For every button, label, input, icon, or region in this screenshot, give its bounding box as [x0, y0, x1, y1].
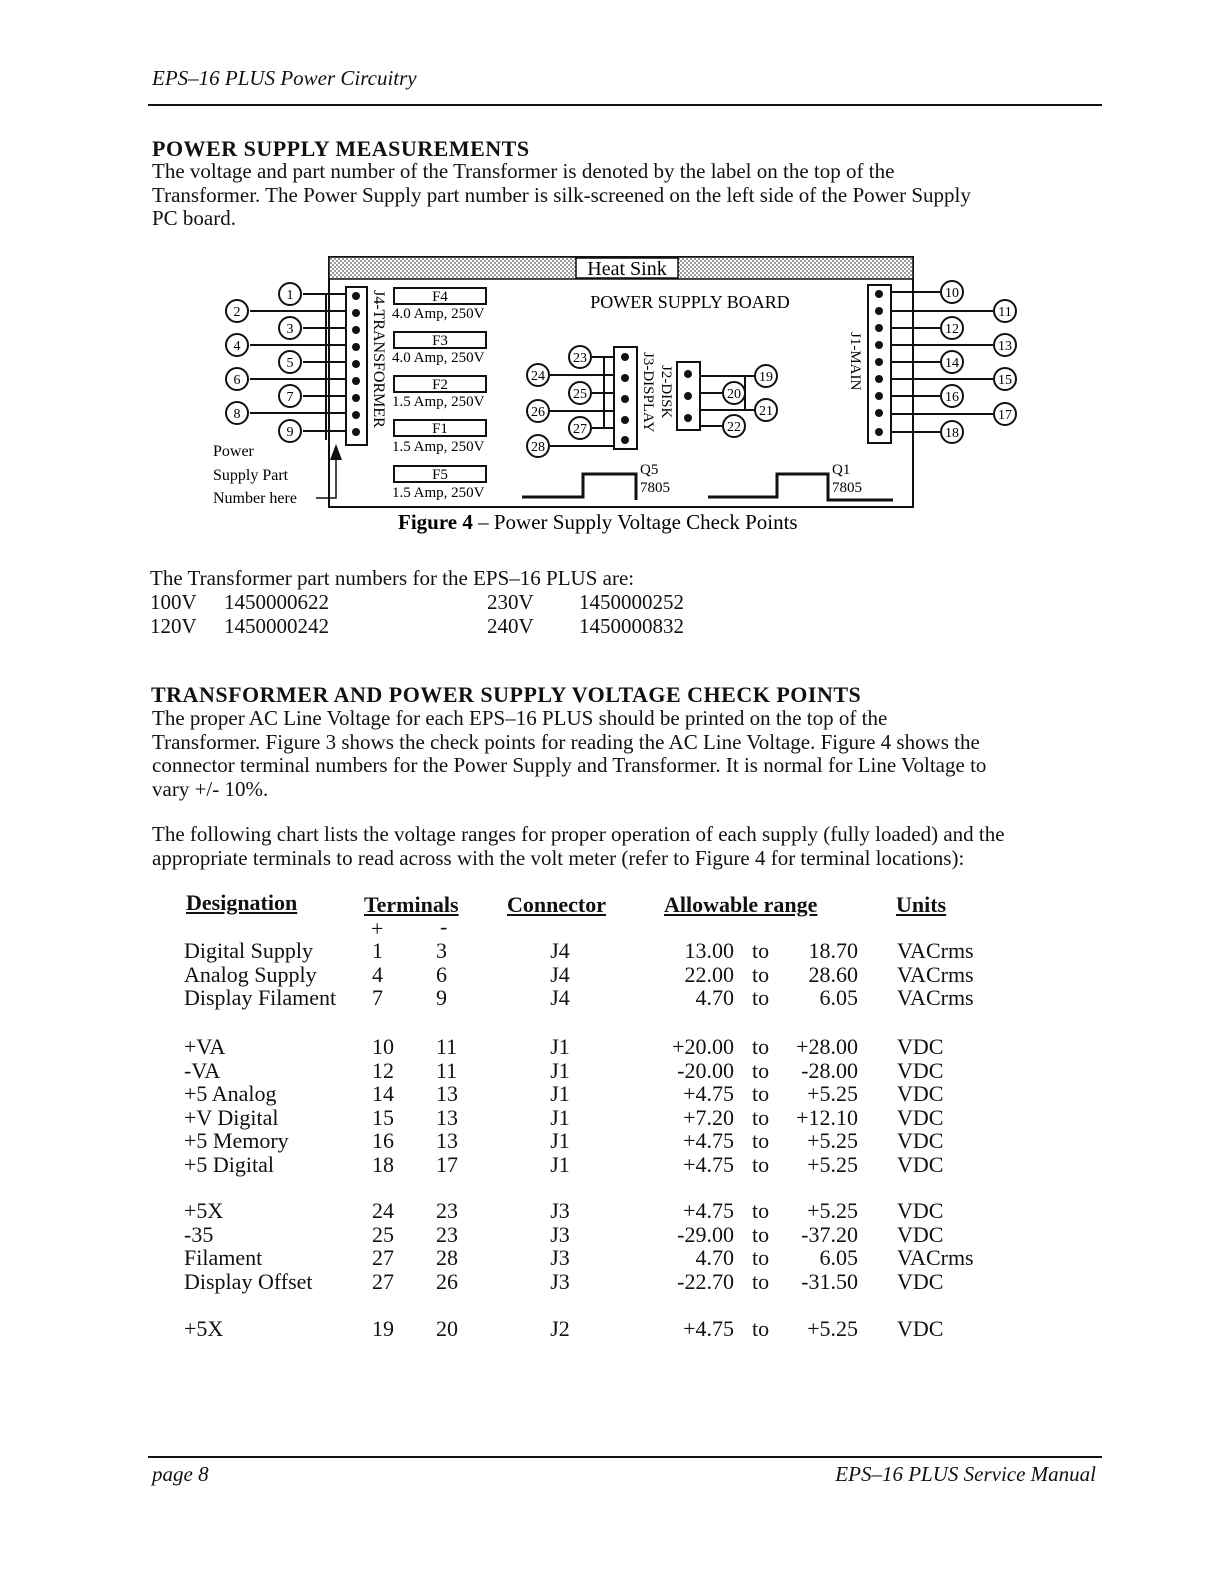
- terminal-plus-cell: 18: [372, 1151, 394, 1177]
- connector-cell: J3: [550, 1245, 570, 1270]
- section2-paragraph: [152, 707, 1122, 801]
- terminal-labels-right: [945, 286, 1012, 441]
- units-cell: VDC: [897, 1151, 944, 1177]
- svg-text:5: 5: [286, 356, 294, 371]
- svg-text:1: 1: [286, 288, 294, 303]
- designation-cell: +5X: [184, 1316, 224, 1341]
- terminal-minus-cell: 13: [436, 1081, 458, 1106]
- connector-cell: J2: [550, 1316, 570, 1341]
- units-cell: VDC: [897, 1104, 944, 1130]
- svg-text:3: 3: [286, 322, 294, 337]
- range-to-cell: to: [752, 1316, 770, 1341]
- designation-cell: Display Offset: [184, 1268, 313, 1294]
- range-max-cell: 6.05: [819, 985, 858, 1010]
- svg-text:20: 20: [727, 387, 741, 402]
- svg-text:13: 13: [998, 339, 1012, 354]
- range-max-cell: +12.10: [796, 1104, 858, 1130]
- svg-text:22: 22: [727, 420, 741, 435]
- connector-cell: J3: [550, 1268, 570, 1294]
- range-to-cell: to: [752, 1151, 770, 1177]
- text-line: Transformer. Figure 3 shows the check points for reading the AC Line Voltage. Figure 4 shows the: [152, 729, 980, 754]
- svg-text:Power: Power: [213, 443, 254, 460]
- designation-cell: -35: [184, 1221, 214, 1247]
- svg-text:2: 2: [233, 305, 241, 320]
- range-to-cell: to: [752, 1268, 770, 1294]
- svg-text:24: 24: [531, 369, 545, 384]
- terminal-plus-cell: 10: [372, 1034, 394, 1059]
- range-max-cell: +5.25: [807, 1316, 858, 1341]
- range-to-cell: to: [752, 1198, 770, 1223]
- svg-text:F2: F2: [432, 377, 448, 393]
- text-line: Transformer. The Power Supply part number is silk-screened on the left side of the Power Supply: [152, 182, 971, 207]
- transformer-voltage: 230V: [487, 590, 534, 614]
- range-min-cell: 22.00: [684, 961, 734, 987]
- units-cell: VDC: [897, 1128, 944, 1153]
- units-cell: VACrms: [897, 985, 974, 1010]
- svg-text:F4: F4: [432, 289, 448, 305]
- terminal-minus-cell: 13: [436, 1104, 458, 1130]
- connector-cell: J1: [550, 1081, 570, 1106]
- j4-pins: [352, 292, 360, 436]
- svg-text:F1: F1: [432, 421, 448, 437]
- regulator-q5: [522, 474, 636, 500]
- range-to-cell: to: [752, 1104, 770, 1130]
- text-line: appropriate terminals to read across with the volt meter (refer to Figure 4 for terminal locations):: [152, 845, 965, 870]
- range-to-cell: to: [752, 961, 770, 987]
- svg-text:6: 6: [233, 373, 241, 388]
- svg-text:12: 12: [945, 322, 959, 337]
- svg-text:F5: F5: [432, 467, 448, 483]
- connector-cell: J1: [550, 1128, 570, 1153]
- transformer-part-number: 1450000252: [579, 590, 684, 614]
- range-max-cell: +5.25: [807, 1198, 858, 1223]
- terminal-minus-cell: 17: [436, 1151, 458, 1177]
- svg-text:14: 14: [945, 356, 959, 371]
- figure-caption: Figure 4 – Power Supply Voltage Check Points: [398, 510, 798, 534]
- power-supply-diagram: [0, 0, 1224, 540]
- range-to-cell: to: [752, 1081, 770, 1106]
- text-line: vary +/- 10%.: [152, 776, 269, 801]
- svg-text:19: 19: [759, 370, 773, 385]
- transformer-part-number: 1450000832: [579, 614, 684, 638]
- svg-text:15: 15: [998, 373, 1012, 388]
- range-to-cell: to: [752, 985, 770, 1010]
- terminal-plus-cell: 24: [372, 1198, 394, 1223]
- designation-cell: +V Digital: [184, 1104, 279, 1130]
- designation-cell: +5 Analog: [184, 1081, 277, 1106]
- designation-cell: +5X: [184, 1198, 224, 1223]
- part-number-note: [213, 443, 297, 507]
- range-min-cell: +4.75: [683, 1128, 734, 1153]
- terminal-minus-cell: 23: [436, 1221, 458, 1247]
- designation-cell: -VA: [184, 1057, 221, 1083]
- svg-text:7: 7: [286, 390, 294, 405]
- terminal-plus-cell: 16: [372, 1128, 394, 1153]
- terminal-plus-cell: 27: [372, 1268, 394, 1294]
- transformer-part-number: 1450000622: [224, 590, 329, 614]
- svg-text:17: 17: [998, 408, 1012, 423]
- terminal-plus-cell: 25: [372, 1221, 394, 1247]
- terminal-plus-cell: 1: [372, 938, 383, 963]
- regulator-q1: [708, 474, 893, 500]
- designation-cell: +VA: [184, 1034, 226, 1059]
- terminal-plus-cell: 27: [372, 1245, 394, 1270]
- text-line: The voltage and part number of the Transformer is denoted by the label on the top of the: [152, 159, 895, 183]
- range-min-cell: -29.00: [677, 1221, 734, 1247]
- transformer-intro: The Transformer part numbers for the EPS–16 PLUS are:: [150, 566, 635, 590]
- designation-cell: Digital Supply: [184, 938, 313, 963]
- terminal-plus-cell: 15: [372, 1104, 394, 1130]
- connector-cell: J3: [550, 1221, 570, 1247]
- connector-cell: J3: [550, 1198, 570, 1223]
- range-min-cell: 4.70: [695, 985, 734, 1010]
- svg-text:7805: 7805: [640, 480, 670, 496]
- range-to-cell: to: [752, 938, 770, 963]
- svg-text:27: 27: [573, 422, 587, 437]
- units-cell: VACrms: [897, 938, 974, 963]
- board-label: POWER SUPPLY BOARD: [590, 292, 790, 312]
- units-cell: VDC: [897, 1034, 944, 1059]
- units-cell: VDC: [897, 1198, 944, 1223]
- text-line: connector terminal numbers for the Power Supply and Transformer. It is normal for Line Voltage to: [152, 753, 987, 777]
- terminal-plus-cell: 4: [372, 961, 383, 987]
- plus-sign: +: [371, 916, 384, 941]
- j1-pins: [875, 290, 883, 436]
- svg-text:18: 18: [945, 426, 959, 441]
- column-header-units: Units: [896, 892, 947, 917]
- connector-cell: J1: [550, 1151, 570, 1177]
- svg-text:4: 4: [233, 339, 241, 354]
- svg-text:26: 26: [531, 405, 545, 420]
- chart-intro-paragraph: [152, 823, 1122, 870]
- units-cell: VDC: [897, 1221, 944, 1247]
- range-min-cell: -22.70: [677, 1268, 734, 1294]
- terminal-plus-cell: 19: [372, 1316, 394, 1341]
- j1-label: J1-MAIN: [847, 332, 863, 391]
- section-heading-check-points: TRANSFORMER AND POWER SUPPLY VOLTAGE CHECK POINTS: [151, 682, 862, 707]
- range-max-cell: +28.00: [796, 1034, 858, 1059]
- range-min-cell: +4.75: [683, 1151, 734, 1177]
- svg-text:9: 9: [286, 425, 294, 440]
- manual-title: EPS–16 PLUS Service Manual: [835, 1462, 1096, 1486]
- svg-text:7805: 7805: [832, 480, 862, 496]
- range-max-cell: -28.00: [801, 1057, 858, 1083]
- connector-cell: J1: [550, 1057, 570, 1083]
- svg-text:Q5: Q5: [640, 462, 659, 478]
- range-max-cell: +5.25: [807, 1128, 858, 1153]
- range-min-cell: +4.75: [683, 1081, 734, 1106]
- units-cell: VDC: [897, 1057, 944, 1083]
- units-cell: VDC: [897, 1268, 944, 1294]
- range-max-cell: 6.05: [819, 1245, 858, 1270]
- j3-pins: [621, 353, 629, 444]
- units-cell: VDC: [897, 1081, 944, 1106]
- heat-sink-label: Heat Sink: [587, 258, 667, 280]
- units-cell: VDC: [897, 1316, 944, 1341]
- range-min-cell: 13.00: [684, 938, 734, 963]
- units-cell: VACrms: [897, 1245, 974, 1270]
- transformer-voltage: 100V: [150, 590, 197, 614]
- connector-cell: J4: [550, 985, 570, 1010]
- terminal-plus-cell: 14: [372, 1081, 394, 1106]
- svg-text:23: 23: [573, 351, 587, 366]
- column-header-terminals: Terminals: [364, 892, 459, 917]
- range-min-cell: +4.75: [683, 1198, 734, 1223]
- range-to-cell: to: [752, 1034, 770, 1059]
- range-max-cell: 28.60: [808, 961, 858, 987]
- svg-text:10: 10: [945, 286, 959, 301]
- minus-sign: -: [440, 914, 448, 939]
- running-header: EPS–16 PLUS Power Circuitry: [152, 66, 417, 90]
- terminal-minus-cell: 20: [436, 1316, 458, 1341]
- svg-text:1.5 Amp, 250V: 1.5 Amp, 250V: [392, 485, 485, 501]
- svg-text:1.5 Amp, 250V: 1.5 Amp, 250V: [392, 439, 485, 455]
- range-to-cell: to: [752, 1221, 770, 1247]
- range-to-cell: to: [752, 1245, 770, 1270]
- terminal-minus-cell: 3: [436, 938, 447, 963]
- units-cell: VACrms: [897, 961, 974, 987]
- svg-text:8: 8: [233, 407, 241, 422]
- svg-text:Q1: Q1: [832, 462, 851, 478]
- range-max-cell: +5.25: [807, 1081, 858, 1106]
- terminal-minus-cell: 6: [436, 961, 447, 987]
- range-max-cell: 18.70: [808, 938, 858, 963]
- j2-label: J2-DISK: [658, 365, 674, 419]
- svg-text:4.0 Amp, 250V: 4.0 Amp, 250V: [392, 306, 485, 322]
- text-line: PC board.: [152, 206, 236, 230]
- connector-cell: J4: [550, 961, 570, 987]
- range-min-cell: -20.00: [677, 1057, 734, 1083]
- section-heading-measurements: POWER SUPPLY MEASUREMENTS: [152, 136, 530, 161]
- svg-text:F3: F3: [432, 333, 448, 349]
- terminal-minus-cell: 26: [436, 1268, 458, 1294]
- svg-text:11: 11: [998, 305, 1012, 320]
- svg-text:Number here: Number here: [213, 490, 297, 507]
- terminal-minus-cell: 28: [436, 1245, 458, 1270]
- terminal-plus-cell: 7: [372, 985, 383, 1010]
- range-min-cell: +7.20: [683, 1104, 734, 1130]
- svg-text:4.0 Amp, 250V: 4.0 Amp, 250V: [392, 350, 485, 366]
- terminal-minus-cell: 23: [436, 1198, 458, 1223]
- transformer-voltage: 120V: [150, 614, 197, 638]
- column-header-connector: Connector: [507, 892, 606, 917]
- text-line: The following chart lists the voltage ranges for proper operation of each supply (fully loaded) and the: [152, 822, 1005, 846]
- svg-text:28: 28: [531, 440, 545, 455]
- page-number: page 8: [152, 1462, 209, 1486]
- designation-cell: Analog Supply: [184, 961, 317, 987]
- svg-text:25: 25: [573, 387, 587, 402]
- svg-text:16: 16: [945, 390, 959, 405]
- connector-cell: J1: [550, 1104, 570, 1130]
- designation-cell: Filament: [184, 1245, 263, 1270]
- terminal-minus-cell: 13: [436, 1128, 458, 1153]
- range-max-cell: -37.20: [801, 1221, 858, 1247]
- terminal-minus-cell: 9: [436, 985, 447, 1010]
- connector-cell: J1: [550, 1034, 570, 1059]
- terminal-minus-cell: 11: [436, 1034, 458, 1059]
- range-to-cell: to: [752, 1128, 770, 1153]
- text-line: The proper AC Line Voltage for each EPS–16 PLUS should be printed on the top of the: [152, 706, 888, 730]
- designation-cell: Display Filament: [184, 985, 337, 1010]
- range-max-cell: +5.25: [807, 1151, 858, 1177]
- column-header-range: Allowable range: [664, 892, 818, 917]
- j4-label: J4-TRANSFORMER: [370, 290, 387, 428]
- note-arrow-head: [330, 444, 342, 460]
- column-header-designation: Designation: [186, 890, 298, 915]
- designation-cell: +5 Memory: [184, 1128, 289, 1153]
- terminal-minus-cell: 11: [436, 1057, 458, 1083]
- footer-rule: [148, 1456, 1102, 1458]
- svg-text:1.5 Amp, 250V: 1.5 Amp, 250V: [392, 394, 485, 410]
- range-min-cell: +20.00: [672, 1034, 734, 1059]
- j2-pins: [684, 370, 692, 422]
- svg-text:Supply Part: Supply Part: [213, 467, 289, 484]
- designation-cell: +5 Digital: [184, 1151, 275, 1177]
- range-to-cell: to: [752, 1057, 770, 1083]
- range-min-cell: +4.75: [683, 1316, 734, 1341]
- transformer-voltage: 240V: [487, 614, 534, 638]
- terminal-plus-cell: 12: [372, 1057, 394, 1083]
- j3-label: J3-DISPLAY: [640, 352, 656, 433]
- transformer-part-number: 1450000242: [224, 614, 329, 638]
- range-min-cell: 4.70: [695, 1245, 734, 1270]
- svg-text:21: 21: [759, 404, 773, 419]
- connector-cell: J4: [550, 938, 570, 963]
- range-max-cell: -31.50: [801, 1268, 858, 1294]
